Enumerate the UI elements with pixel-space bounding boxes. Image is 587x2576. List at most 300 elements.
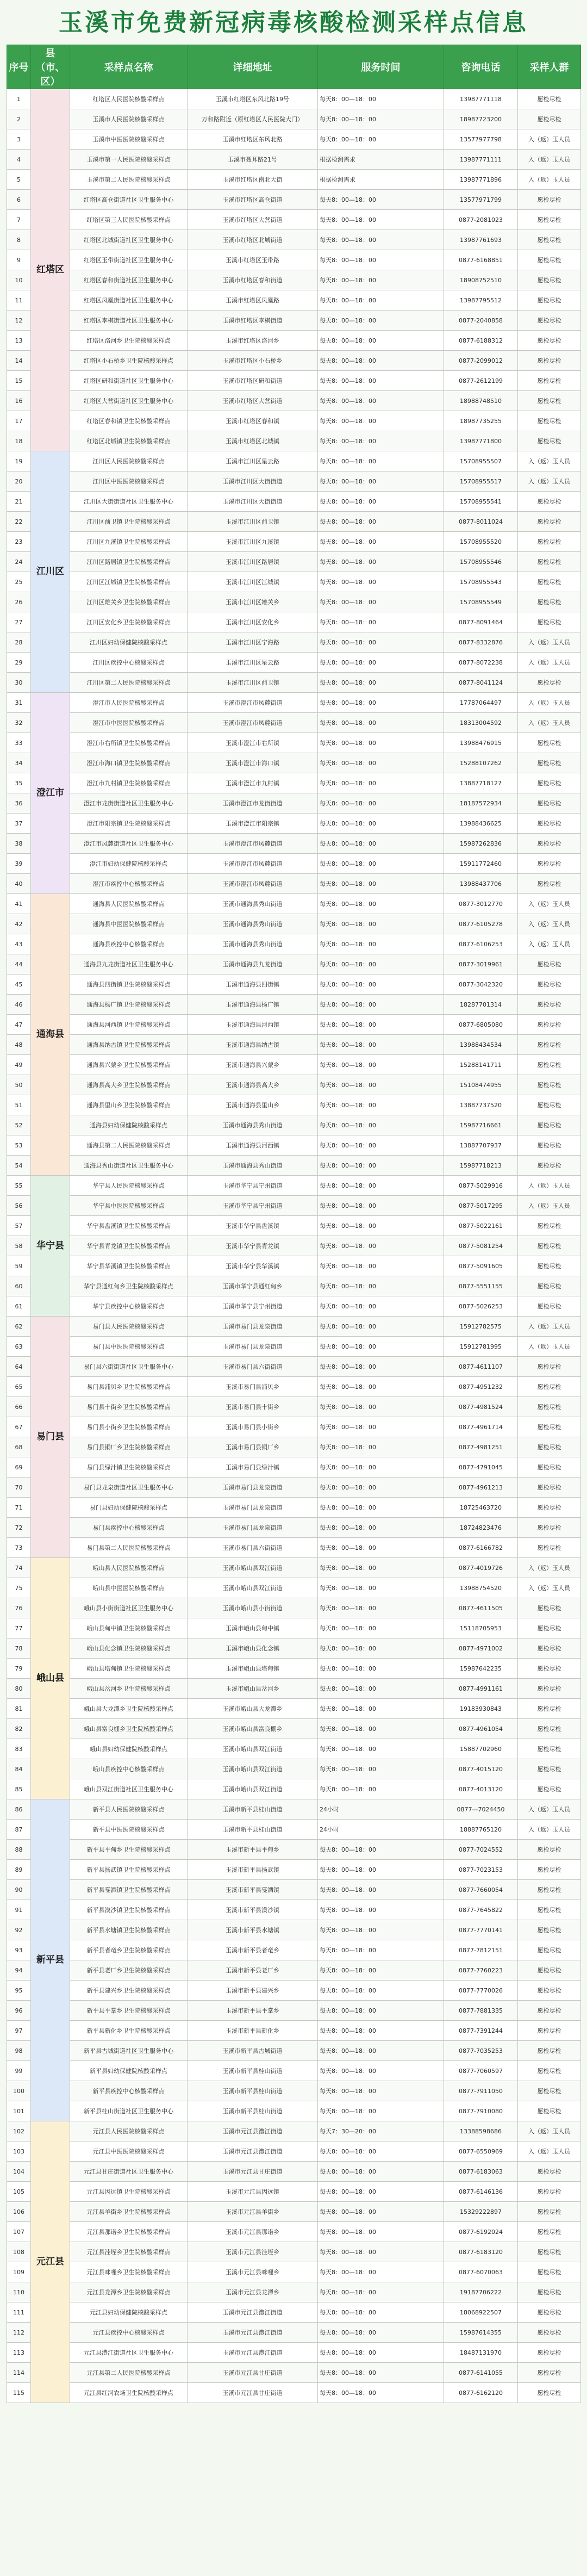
row-number: 15 <box>7 371 31 391</box>
site-name: 新平县妇幼保健院核酸采样点 <box>70 2061 188 2081</box>
contact-phone: 13988476915 <box>444 733 518 753</box>
service-time: 每天8：00—18：00 <box>318 1256 444 1276</box>
contact-phone: 0877-8091464 <box>444 612 518 632</box>
row-number: 84 <box>7 1759 31 1779</box>
service-time: 每天8：00—18：00 <box>318 2162 444 2182</box>
table-row <box>7 1840 581 1860</box>
service-time: 每天8：00—18：00 <box>318 1357 444 1377</box>
site-address: 玉溪市易门县十街乡 <box>188 1397 318 1417</box>
table-row <box>7 773 581 793</box>
site-name: 华宁县华溪镇卫生院核酸采样点 <box>70 1256 188 1276</box>
target-population: 愿检尽检 <box>518 1739 581 1759</box>
site-name: 元江县疾控中心核酸采样点 <box>70 2323 188 2343</box>
site-name: 元江县澧江街道社区卫生服务中心 <box>70 2343 188 2363</box>
service-time: 每天8：00—18：00 <box>318 1377 444 1397</box>
target-population: 入（返）玉人员 <box>518 1317 581 1337</box>
service-time: 每天8：00—18：00 <box>318 532 444 552</box>
site-address: 玉溪市新平县桂山街道 <box>188 1820 318 1840</box>
target-population: 愿检尽检 <box>518 1015 581 1035</box>
target-population: 入（返）玉人员 <box>518 632 581 653</box>
target-population: 愿检尽检 <box>518 1498 581 1518</box>
service-time: 每天8：00—18：00 <box>318 1498 444 1518</box>
table-row <box>7 592 581 612</box>
contact-phone: 18187572934 <box>444 793 518 814</box>
service-time: 每天8：00—18：00 <box>318 874 444 894</box>
table-row <box>7 673 581 693</box>
table-row <box>7 1960 581 1981</box>
row-number: 52 <box>7 1115 31 1135</box>
target-population: 愿检尽检 <box>518 2343 581 2363</box>
target-population: 入（返）玉人员 <box>518 914 581 934</box>
row-number: 14 <box>7 351 31 371</box>
target-population: 入（返）玉人员 <box>518 1176 581 1196</box>
site-name: 江川区雄关乡卫生院核酸采样点 <box>70 592 188 612</box>
target-population: 愿检尽检 <box>518 1940 581 1960</box>
table-row <box>7 1578 581 1598</box>
target-population: 愿检尽检 <box>518 2323 581 2343</box>
service-time: 每天8：00—18：00 <box>318 451 444 471</box>
site-name: 新平县平掌乡卫生院核酸采样点 <box>70 2001 188 2021</box>
table-row <box>7 210 581 230</box>
site-address: 玉溪市元江县甘庄街道 <box>188 2162 318 2182</box>
contact-phone: 15987262836 <box>444 834 518 854</box>
target-population: 愿检尽检 <box>518 874 581 894</box>
site-name: 通海县兴蒙乡卫生院核酸采样点 <box>70 1055 188 1075</box>
site-address: 玉溪市易门县龙泉街道 <box>188 1498 318 1518</box>
table-row <box>7 632 581 653</box>
table-row <box>7 934 581 954</box>
site-name: 新平县水塘镇卫生院核酸采样点 <box>70 1920 188 1940</box>
row-number: 1 <box>7 89 31 109</box>
district-cell: 通海县 <box>31 894 70 1176</box>
service-time: 每天8：00—18：00 <box>318 1196 444 1216</box>
site-name: 通海县九龙街道社区卫生服务中心 <box>70 954 188 974</box>
site-address: 玉溪市通海县九龙街道 <box>188 954 318 974</box>
site-name: 澄江市海口镇卫生院核酸采样点 <box>70 753 188 773</box>
table-row <box>7 290 581 311</box>
site-name: 新平县新化乡卫生院核酸采样点 <box>70 2021 188 2041</box>
target-population: 愿检尽检 <box>518 1679 581 1699</box>
site-name: 红塔区北城镇卫生院核酸采样点 <box>70 431 188 451</box>
table-row <box>7 1498 581 1518</box>
target-population: 愿检尽检 <box>518 1377 581 1397</box>
site-name: 江川区人民医院核酸采样点 <box>70 451 188 471</box>
row-number: 7 <box>7 210 31 230</box>
service-time: 每天8：00—18：00 <box>318 2262 444 2282</box>
target-population: 愿检尽检 <box>518 2383 581 2403</box>
contact-phone: 0877-7035253 <box>444 2041 518 2061</box>
service-time: 每天8：00—18：00 <box>318 1337 444 1357</box>
row-number: 47 <box>7 1015 31 1035</box>
row-number: 98 <box>7 2041 31 2061</box>
service-time: 每天8：00—18：00 <box>318 1558 444 1578</box>
service-time: 每天8：00—18：00 <box>318 109 444 129</box>
site-name: 元江县中医医院核酸采样点 <box>70 2142 188 2162</box>
site-address: 玉溪市江川区前卫镇 <box>188 673 318 693</box>
row-number: 41 <box>7 894 31 914</box>
site-address: 玉溪市江川区前卫镇 <box>188 512 318 532</box>
site-address: 玉溪市澄江市凤麓街道 <box>188 834 318 854</box>
target-population: 愿检尽检 <box>518 391 581 411</box>
row-number: 18 <box>7 431 31 451</box>
contact-phone: 15108474955 <box>444 1075 518 1095</box>
contact-phone: 0877-4013120 <box>444 1779 518 1799</box>
contact-phone: 0877-8041124 <box>444 673 518 693</box>
site-address: 玉溪市新平县者竜乡 <box>188 1940 318 1960</box>
target-population: 愿检尽检 <box>518 89 581 109</box>
service-time: 每天8：00—18：00 <box>318 934 444 954</box>
site-address: 玉溪市澄江市龙街街道 <box>188 793 318 814</box>
target-population: 愿检尽检 <box>518 793 581 814</box>
target-population: 愿检尽检 <box>518 1156 581 1176</box>
target-population: 愿检尽检 <box>518 1236 581 1256</box>
site-name: 红塔区第三人民医院核酸采样点 <box>70 210 188 230</box>
row-number: 38 <box>7 834 31 854</box>
target-population: 愿检尽检 <box>518 2162 581 2182</box>
site-address: 玉溪市华宁县青龙镇 <box>188 1236 318 1256</box>
table-row <box>7 2222 581 2242</box>
site-name: 峨山县大龙潭乡卫生院核酸采样点 <box>70 1699 188 1719</box>
row-number: 67 <box>7 1417 31 1437</box>
site-name: 新平县平甸乡卫生院核酸采样点 <box>70 1840 188 1860</box>
row-number: 94 <box>7 1960 31 1981</box>
service-time: 每天8：00—18：00 <box>318 1135 444 1156</box>
site-address: 玉溪市易门县龙泉街道 <box>188 1317 318 1337</box>
site-name: 通海县四街镇卫生院核酸采样点 <box>70 974 188 995</box>
site-name: 通海县第二人民医院核酸采样点 <box>70 1135 188 1156</box>
row-number: 88 <box>7 1840 31 1860</box>
site-address: 玉溪市通海县秀山街道 <box>188 914 318 934</box>
row-number: 43 <box>7 934 31 954</box>
service-time: 每天8：00—18：00 <box>318 2142 444 2162</box>
site-address: 玉溪市红塔区大营街道 <box>188 391 318 411</box>
target-population: 愿检尽检 <box>518 1659 581 1679</box>
site-address: 玉溪市红塔区春和镇 <box>188 411 318 431</box>
row-number: 112 <box>7 2323 31 2343</box>
contact-phone: 13988437706 <box>444 874 518 894</box>
service-time: 每天8：00—18：00 <box>318 2001 444 2021</box>
site-name: 华宁县疾控中心核酸采样点 <box>70 1296 188 1317</box>
target-population: 入（返）玉人员 <box>518 150 581 170</box>
site-address: 玉溪市元江县龙潭乡 <box>188 2282 318 2302</box>
site-address: 玉溪市华宁县宁州街道 <box>188 1296 318 1317</box>
site-address: 玉溪市元江县澧江街道 <box>188 2142 318 2162</box>
site-name: 峨山县富良棚乡卫生院核酸采样点 <box>70 1719 188 1739</box>
target-population: 愿检尽检 <box>518 1960 581 1981</box>
site-name: 易门县人民医院核酸采样点 <box>70 1317 188 1337</box>
site-name: 易门县六街街道社区卫生服务中心 <box>70 1357 188 1377</box>
contact-phone: 13987795512 <box>444 290 518 311</box>
contact-phone: 0877-2081023 <box>444 210 518 230</box>
site-name: 峨山县小街街道社区卫生服务中心 <box>70 1598 188 1618</box>
service-time: 每天8：00—18：00 <box>318 411 444 431</box>
contact-phone: 0877-7770026 <box>444 1981 518 2001</box>
table-row <box>7 270 581 290</box>
target-population: 愿检尽检 <box>518 2182 581 2202</box>
service-time: 每天8：00—18：00 <box>318 854 444 874</box>
table-row <box>7 1880 581 1900</box>
table-row <box>7 1820 581 1840</box>
service-time: 每天8：00—18：00 <box>318 351 444 371</box>
contact-phone: 0877-6166782 <box>444 1538 518 1558</box>
row-number: 22 <box>7 512 31 532</box>
table-row <box>7 391 581 411</box>
contact-phone: 0877-5029916 <box>444 1176 518 1196</box>
service-time: 每天8：00—18：00 <box>318 995 444 1015</box>
row-number: 91 <box>7 1900 31 1920</box>
site-name: 通海县高大乡卫生院核酸采样点 <box>70 1075 188 1095</box>
contact-phone: 0877-5551155 <box>444 1276 518 1296</box>
site-address: 玉溪市新平县扬武镇 <box>188 1860 318 1880</box>
service-time: 每天8：00—18：00 <box>318 371 444 391</box>
target-population: 愿检尽检 <box>518 492 581 512</box>
target-population: 愿检尽检 <box>518 1699 581 1719</box>
row-number: 65 <box>7 1377 31 1397</box>
row-number: 8 <box>7 230 31 250</box>
contact-phone: 0877-4019726 <box>444 1558 518 1578</box>
table-row <box>7 2121 581 2142</box>
contact-phone: 0877-7023153 <box>444 1860 518 1880</box>
row-number: 73 <box>7 1538 31 1558</box>
column-header-no: 序号 <box>7 45 31 89</box>
table-row <box>7 431 581 451</box>
target-population: 愿检尽检 <box>518 1095 581 1115</box>
contact-phone: 0877-7660054 <box>444 1880 518 1900</box>
table-row <box>7 854 581 874</box>
service-time: 每天8：00—18：00 <box>318 1015 444 1035</box>
table-row <box>7 532 581 552</box>
service-time: 每天8：00—18：00 <box>318 230 444 250</box>
row-number: 111 <box>7 2302 31 2323</box>
target-population: 愿检尽检 <box>518 532 581 552</box>
site-name: 通海县纳古镇卫生院核酸采样点 <box>70 1035 188 1055</box>
target-population: 愿检尽检 <box>518 2302 581 2323</box>
site-name: 澄江市右所镇卫生院核酸采样点 <box>70 733 188 753</box>
table-row <box>7 1799 581 1820</box>
service-time: 每天8：00—18：00 <box>318 391 444 411</box>
service-time: 每天8：00—18：00 <box>318 753 444 773</box>
service-time: 每天8：00—18：00 <box>318 2061 444 2081</box>
site-name: 华宁县人民医院核酸采样点 <box>70 1176 188 1196</box>
target-population: 愿检尽检 <box>518 2363 581 2383</box>
site-address: 玉溪市元江县澧江街道 <box>188 2323 318 2343</box>
service-time: 每天8：00—18：00 <box>318 1920 444 1940</box>
table-row <box>7 371 581 391</box>
table-row <box>7 2142 581 2162</box>
site-name: 红塔区玉带街道社区卫生服务中心 <box>70 250 188 270</box>
site-name: 江川区第二人民医院核酸采样点 <box>70 673 188 693</box>
contact-phone: 0877-3019961 <box>444 954 518 974</box>
contact-phone: 15887702960 <box>444 1739 518 1759</box>
site-address: 玉溪市峨山县化念镇 <box>188 1638 318 1659</box>
site-name: 新平县人民医院核酸采样点 <box>70 1799 188 1820</box>
site-name: 新平县老厂乡卫生院核酸采样点 <box>70 1960 188 1981</box>
row-number: 68 <box>7 1437 31 1457</box>
row-number: 31 <box>7 693 31 713</box>
service-time: 每天8：00—18：00 <box>318 1860 444 1880</box>
table-row <box>7 1296 581 1317</box>
contact-phone: 18725463720 <box>444 1498 518 1518</box>
contact-phone: 0877-7760223 <box>444 1960 518 1981</box>
table-row <box>7 1981 581 2001</box>
contact-phone: 0877-2099012 <box>444 351 518 371</box>
contact-phone: 15708955541 <box>444 492 518 512</box>
target-population: 愿检尽检 <box>518 250 581 270</box>
column-header-phone: 咨询电话 <box>444 45 518 89</box>
target-population: 愿检尽检 <box>518 995 581 1015</box>
target-population: 愿检尽检 <box>518 2081 581 2101</box>
site-name: 江川区前卫镇卫生院核酸采样点 <box>70 512 188 532</box>
table-row <box>7 1437 581 1457</box>
service-time: 24小时 <box>318 1799 444 1820</box>
site-name: 元江县羊街乡卫生院核酸采样点 <box>70 2202 188 2222</box>
table-row <box>7 1719 581 1739</box>
table-row <box>7 411 581 431</box>
site-name: 元江县人民医院核酸采样点 <box>70 2121 188 2142</box>
row-number: 37 <box>7 814 31 834</box>
site-name: 红塔区洛河乡卫生院核酸采样点 <box>70 331 188 351</box>
contact-phone: 17787064497 <box>444 693 518 713</box>
target-population: 愿检尽检 <box>518 1638 581 1659</box>
contact-phone: 0877-6146136 <box>444 2182 518 2202</box>
row-number: 19 <box>7 451 31 471</box>
site-address: 玉溪市通海县纳古镇 <box>188 1035 318 1055</box>
row-number: 35 <box>7 773 31 793</box>
site-address: 玉溪市峨山县小街街道 <box>188 1598 318 1618</box>
target-population: 愿检尽检 <box>518 190 581 210</box>
site-address: 玉溪市元江县羊街乡 <box>188 2202 318 2222</box>
service-time: 每天8：00—18：00 <box>318 2101 444 2121</box>
row-number: 79 <box>7 1659 31 1679</box>
site-name: 江川区路居镇卫生院核酸采样点 <box>70 552 188 572</box>
service-time: 每天8：00—18：00 <box>318 210 444 230</box>
table-row <box>7 471 581 492</box>
site-address: 玉溪市澄江市凤麓街道 <box>188 874 318 894</box>
row-number: 85 <box>7 1779 31 1799</box>
table-row <box>7 1739 581 1759</box>
site-name: 江川区安化乡卫生院核酸采样点 <box>70 612 188 632</box>
site-address: 玉溪市峨山县双江街道 <box>188 1759 318 1779</box>
target-population: 愿检尽检 <box>518 954 581 974</box>
service-time: 每天8：00—18：00 <box>318 1538 444 1558</box>
service-time: 每天8：00—18：00 <box>318 1699 444 1719</box>
contact-phone: 15912781995 <box>444 1337 518 1357</box>
contact-phone: 15288107262 <box>444 753 518 773</box>
site-address: 玉溪市红塔区大营街道 <box>188 210 318 230</box>
service-time: 每天8：00—18：00 <box>318 592 444 612</box>
service-time: 每天8：00—18：00 <box>318 2242 444 2262</box>
table-row <box>7 713 581 733</box>
contact-phone: 0877-5017295 <box>444 1196 518 1216</box>
contact-phone: 0877-4791045 <box>444 1457 518 1478</box>
table-row <box>7 129 581 150</box>
target-population: 愿检尽检 <box>518 1779 581 1799</box>
table-row <box>7 1115 581 1135</box>
table-row <box>7 2001 581 2021</box>
district-cell: 红塔区 <box>31 89 70 451</box>
contact-phone: 0877-5022161 <box>444 1216 518 1236</box>
site-name: 易门县中医医院核酸采样点 <box>70 1337 188 1357</box>
row-number: 21 <box>7 492 31 512</box>
table-row <box>7 2061 581 2081</box>
site-address: 玉溪市新平县建兴乡 <box>188 1981 318 2001</box>
target-population: 入（返）玉人员 <box>518 2142 581 2162</box>
target-population: 愿检尽检 <box>518 2021 581 2041</box>
site-name: 峨山县妇幼保健院核酸采样点 <box>70 1739 188 1759</box>
column-header-address: 详细地址 <box>188 45 318 89</box>
service-time: 每天8：00—18：00 <box>318 270 444 290</box>
contact-phone: 0877-2040858 <box>444 311 518 331</box>
row-number: 27 <box>7 612 31 632</box>
target-population: 愿检尽检 <box>518 1417 581 1437</box>
site-name: 红塔区春和街道社区卫生服务中心 <box>70 270 188 290</box>
service-time: 每天7：30—20：00 <box>318 2121 444 2142</box>
service-time: 每天8：00—18：00 <box>318 954 444 974</box>
site-address: 玉溪市红塔区玉带路 <box>188 250 318 270</box>
contact-phone: 0877-6070063 <box>444 2262 518 2282</box>
service-time: 每天8：00—18：00 <box>318 89 444 109</box>
target-population: 愿检尽检 <box>518 1759 581 1779</box>
site-address: 玉溪市江川区星云路 <box>188 451 318 471</box>
site-address: 玉溪市新平县老厂乡 <box>188 1960 318 1981</box>
site-name: 红塔区春和镇卫生院核酸采样点 <box>70 411 188 431</box>
site-name: 易门县十街乡卫生院核酸采样点 <box>70 1397 188 1417</box>
contact-phone: 15912782575 <box>444 1317 518 1337</box>
target-population: 入（返）玉人员 <box>518 693 581 713</box>
target-population: 愿检尽检 <box>518 1880 581 1900</box>
site-name: 元江县第二人民医院核酸采样点 <box>70 2363 188 2383</box>
row-number: 39 <box>7 854 31 874</box>
site-address: 玉溪市江川区九溪镇 <box>188 532 318 552</box>
site-name: 华宁县盘溪镇卫生院核酸采样点 <box>70 1216 188 1236</box>
site-address: 玉溪市通海县里山乡 <box>188 1095 318 1115</box>
site-address: 玉溪市聂耳路21号 <box>188 150 318 170</box>
service-time: 每天8：00—18：00 <box>318 1518 444 1538</box>
target-population: 愿检尽检 <box>518 2222 581 2242</box>
site-address: 万和路附近（原红塔区人民医院大门） <box>188 109 318 129</box>
site-address: 玉溪市元江县甘庄街道 <box>188 2363 318 2383</box>
site-name: 红塔区李棋街道社区卫生服务中心 <box>70 311 188 331</box>
target-population: 愿检尽检 <box>518 1397 581 1417</box>
target-population: 愿检尽检 <box>518 2202 581 2222</box>
row-number: 66 <box>7 1397 31 1417</box>
contact-phone: 13988434534 <box>444 1035 518 1055</box>
table-row <box>7 894 581 914</box>
row-number: 57 <box>7 1216 31 1236</box>
site-name: 通海县里山乡卫生院核酸采样点 <box>70 1095 188 1115</box>
row-number: 3 <box>7 129 31 150</box>
row-number: 63 <box>7 1337 31 1357</box>
site-address: 玉溪市新平县水塘镇 <box>188 1920 318 1940</box>
service-time: 每天8：00—18：00 <box>318 1317 444 1337</box>
site-name: 峨山县双江街道社区卫生服务中心 <box>70 1779 188 1799</box>
site-address: 玉溪市华宁县华溪镇 <box>188 1256 318 1276</box>
table-row <box>7 1156 581 1176</box>
contact-phone: 15708955549 <box>444 592 518 612</box>
service-time: 每天8：00—18：00 <box>318 1276 444 1296</box>
target-population: 愿检尽检 <box>518 1357 581 1377</box>
target-population: 愿检尽检 <box>518 1075 581 1095</box>
table-row <box>7 1920 581 1940</box>
target-population: 入（返）玉人员 <box>518 713 581 733</box>
target-population: 愿检尽检 <box>518 210 581 230</box>
table-row <box>7 2242 581 2262</box>
table-row <box>7 834 581 854</box>
contact-phone: 18987723200 <box>444 109 518 129</box>
table-row <box>7 2262 581 2282</box>
row-number: 44 <box>7 954 31 974</box>
target-population: 愿检尽检 <box>518 1518 581 1538</box>
